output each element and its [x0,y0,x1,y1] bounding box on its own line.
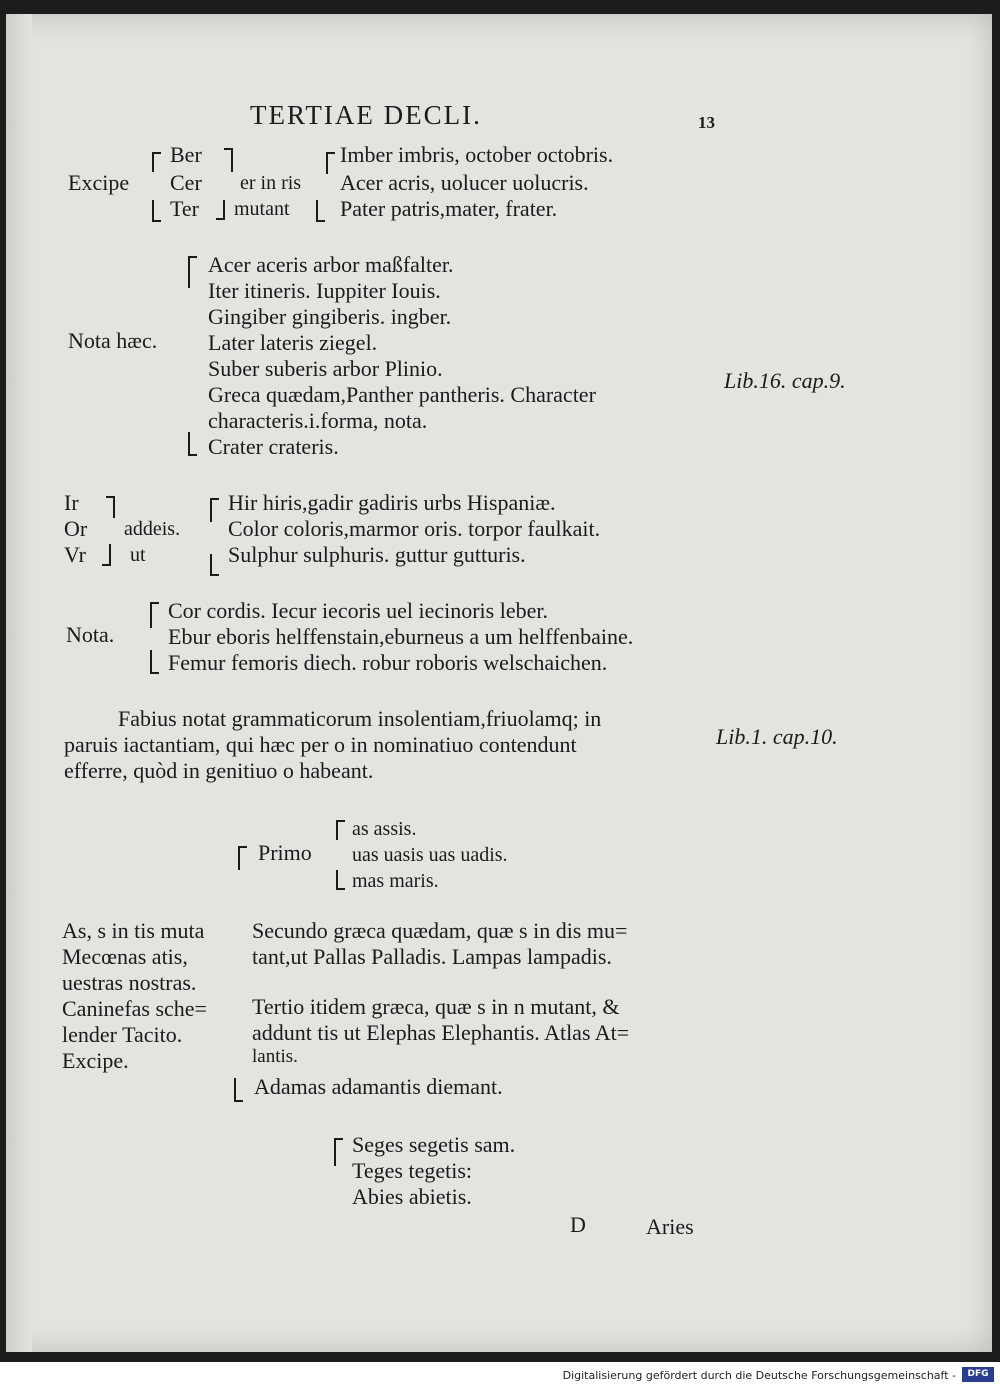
paragraph-line: paruis iactantiam, qui hæc per o in nominatiuo contendunt [64,732,577,757]
primo-example: mas maris. [352,870,439,892]
nota-line: Later lateris ziegel. [208,330,378,355]
nota-line: Gingiber gingiberis. ingber. [208,304,452,329]
bracket-close [106,496,115,518]
bracket-open [188,256,197,288]
bracket-open [188,432,197,456]
paragraph-line: efferre, quòd in genitiuo o habeant. [64,758,374,783]
stem-ter: Ter [170,196,199,221]
nota-line: Acer aceris arbor maßfalter. [208,252,454,277]
excipe-label: Excipe [68,170,130,195]
bracket-open [152,152,161,172]
stem-vr: Vr [64,542,86,567]
stem-ber: Ber [170,142,202,167]
left-note: lender Tacito. [62,1022,183,1047]
left-note: As, s in tis muta [62,918,205,943]
dfg-logo-icon: DFG [962,1367,994,1382]
bracket-open [150,650,159,674]
example-line: Acer acris, uolucer uolucris. [340,170,589,195]
bracket-open [210,498,219,522]
example-line: Seges segetis sam. [352,1132,516,1157]
left-note: Excipe. [62,1048,129,1073]
example-line: Abies abietis. [352,1184,472,1209]
primo-label: Primo [258,840,312,865]
bracket-open [238,846,247,870]
rule-adde-is: addeis. [124,518,181,540]
bracket-open [150,602,159,628]
bracket-open [336,870,345,890]
bracket-close [216,200,225,220]
footer-bar [0,1362,1000,1389]
catchword: Aries [646,1214,694,1239]
rule-ut: ut [130,544,146,566]
nota-haec-label: Nota hæc. [68,328,158,353]
nota-line: Cor cordis. Iecur iecoris uel iecinoris leber. [168,598,548,623]
page-number: 13 [698,113,715,132]
primo-example: as assis. [352,818,417,840]
nota-line: Suber suberis arbor Plinio. [208,356,443,381]
signature-mark: D [570,1212,586,1237]
nota-line: characteris.i.forma, nota. [208,408,428,433]
bracket-open [152,200,161,222]
example-line: Hir hiris,gadir gadiris urbs Hispaniæ. [228,490,556,515]
rule-er-in-ris: er in ris [240,172,302,194]
example-line: Sulphur sulphuris. guttur gutturis. [228,542,526,567]
example-line: Teges tegetis: [352,1158,473,1183]
tertio-line: Tertio itidem græca, quæ s in n mutant, & [252,994,620,1019]
stem-ir: Ir [64,490,79,515]
nota-label: Nota. [66,622,115,647]
bracket-open [326,152,335,174]
bracket-open [234,1078,243,1102]
nota-line: Iter itineris. Iuppiter Iouis. [208,278,441,303]
nota-line: Greca quædam,Panther pantheris. Character [208,382,596,407]
nota-line: Ebur eboris helffenstain,eburneus a um helffenbaine. [168,624,634,649]
nota-line: Femur femoris diech. robur roboris welschaichen. [168,650,608,675]
bracket-close [224,148,233,172]
bracket-close [102,544,111,566]
tertio-line: addunt tis ut Elephas Elephantis. Atlas At= [252,1020,630,1045]
running-title: TERTIAE DECLI. [250,100,482,130]
example-line: Color coloris,marmor oris. torpor faulkait. [228,516,601,541]
page-gutter [6,14,32,1352]
margin-note: Lib.16. cap.9. [724,368,846,393]
footer-credit: Digitalisierung gefördert durch die Deutsche Forschungsgemeinschaft - [562,1369,956,1382]
primo-example: uas uasis uas uadis. [352,844,508,866]
bracket-open [336,820,345,840]
example-line: Imber imbris, october octobris. [340,142,614,167]
tertio-line: lantis. [252,1046,298,1067]
secundo-line: tant,ut Pallas Palladis. Lampas lampadis. [252,944,612,969]
book-page [6,14,992,1352]
margin-note: Lib.1. cap.10. [716,724,838,749]
secundo-line: Secundo græca quædam, quæ s in dis mu= [252,918,628,943]
stem-cer: Cer [170,170,202,195]
adamas-line: Adamas adamantis diemant. [254,1074,503,1099]
example-line: Pater patris,mater, frater. [340,196,558,221]
stem-or: Or [64,516,88,541]
bracket-open [334,1138,343,1166]
bracket-open [210,554,219,576]
nota-line: Crater crateris. [208,434,339,459]
paragraph-line: Fabius notat grammaticorum insolentiam,friuolamq; in [118,706,602,731]
bracket-open [316,200,325,222]
rule-mutant: mutant [234,198,290,220]
left-note: Caninefas sche= [62,996,207,1021]
left-note: uestras nostras. [62,970,197,995]
left-note: Mecœnas atis, [62,944,188,969]
